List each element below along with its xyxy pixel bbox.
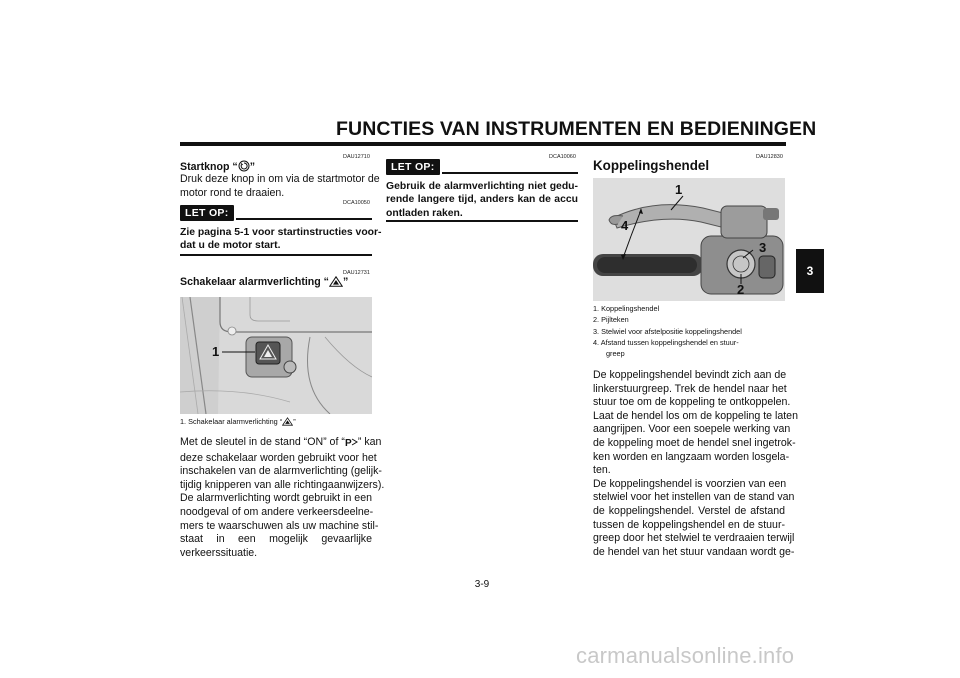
text-line: mers te waarschuwen als uw machine stil-	[180, 519, 379, 532]
doc-code: DAU12830	[756, 154, 783, 160]
text-line: rende langere tijd, anders kan de accu	[386, 194, 578, 206]
text-line: Laat de hendel los om de koppeling te laten	[593, 409, 798, 422]
parking-icon	[345, 437, 358, 452]
caption-line: 4. Afstand tussen koppelingshendel en stuur-	[593, 337, 739, 347]
heading-text-end: ”	[342, 276, 349, 288]
hazard-heading	[180, 276, 348, 290]
page-number: 3-9	[474, 579, 490, 590]
text-fragment: ” kan	[357, 436, 382, 448]
note-rule-top	[442, 172, 578, 174]
watermark: carmanualsonline.info	[576, 643, 795, 668]
photo-callout-4: 4	[621, 218, 629, 233]
note-badge: LET OP:	[180, 205, 234, 221]
text-line: dat u de motor start.	[180, 240, 281, 252]
note-text	[386, 180, 578, 220]
clutch-lever-photo	[593, 178, 785, 301]
heading-text: Startknop “	[180, 161, 238, 173]
text-line: staat in een mogelijk gevaarlijke	[180, 533, 372, 546]
text-line: stuur toe om de koppeling te ontkoppelen.	[593, 396, 791, 409]
text-line: stelwiel voor het instellen van de stand van	[593, 491, 795, 504]
caption-text: 1. Schakelaar alarmverlichting “	[180, 417, 283, 426]
text-line: motor rond te draaien.	[180, 186, 285, 199]
text-line	[180, 436, 382, 452]
svg-text:P: P	[344, 438, 352, 447]
chapter-tab: 3	[796, 249, 824, 293]
text-line: noodgeval of om andere verkeersdeelne-	[180, 505, 374, 518]
text-line: linkerstuurgreep. Trek de hendel naar het	[593, 382, 787, 395]
hazard-warning-icon	[282, 417, 296, 429]
text-line: ten.	[593, 464, 611, 477]
text-line: deze schakelaar worden gebruikt voor het	[180, 451, 377, 464]
doc-code: DCA10060	[549, 154, 576, 160]
text-line: Druk deze knop in om via de startmotor de	[180, 173, 380, 185]
hazard-description	[180, 436, 385, 560]
text-line: de hendel van het stuur vandaan wordt ge-	[593, 545, 795, 558]
hazard-switch-photo	[180, 297, 372, 414]
photo-callout-3: 3	[759, 240, 767, 255]
note-text	[180, 226, 382, 253]
text-line: aangrijpen. Voor een soepele werking van	[593, 423, 791, 436]
photo-callout-1: 1	[212, 344, 220, 359]
note-rule-bottom	[180, 254, 372, 256]
start-button-description	[180, 173, 380, 200]
caption-line: 3. Stelwiel voor afstelpositie koppelingshendel	[593, 326, 742, 336]
text-line: Zie pagina 5-1 voor startinstructies voor-	[180, 227, 382, 238]
text-line: inschakelen van de alarmverlichting (gelijk-	[180, 465, 382, 478]
text-line: ontladen raken.	[386, 207, 463, 219]
header-rule	[180, 142, 786, 146]
clutch-description	[593, 369, 798, 559]
heading-text-end: ”	[249, 161, 255, 173]
text-line: Gebruik de alarmverlichting niet gedu-	[386, 181, 578, 192]
text-line: tijdig knipperen van alle richtingaanwijzers).	[180, 478, 385, 491]
note-rule-bottom	[386, 220, 578, 222]
text-line: tussen de koppelingshendel en de stuur-	[593, 518, 785, 531]
note-badge: LET OP:	[386, 159, 440, 175]
text-line: ken worden en langzaam worden losgela-	[593, 450, 790, 463]
doc-code: DAU12731	[343, 270, 370, 276]
caption-line: greep	[606, 349, 625, 359]
photo-callout-1: 1	[675, 182, 683, 197]
clutch-photo-caption	[593, 303, 742, 359]
doc-code: DCA10050	[343, 200, 370, 206]
text-line: De koppelingshendel is voorzien van een	[593, 477, 787, 490]
text-line: de koppelingshendel. Verstel de afstand	[593, 504, 785, 517]
hazard-warning-icon	[329, 276, 343, 290]
clutch-heading: Koppelingshendel	[593, 158, 710, 173]
text-fragment: Met de sleutel in de stand “ON” of “	[180, 436, 345, 448]
text-line: De koppelingshendel bevindt zich aan de	[593, 369, 787, 381]
text-line: greep door het stelwiel te verdraaien terwijl	[593, 532, 795, 545]
caption-text-end: ”	[293, 417, 296, 426]
caption-line: 2. Pijlteken	[593, 315, 629, 325]
page-header-title: FUNCTIES VAN INSTRUMENTEN EN BEDIENINGEN	[336, 118, 817, 140]
note-rule-top	[236, 218, 372, 220]
text-line: de koppeling moet de hendel snel ingetrok-	[593, 436, 796, 449]
doc-code: DAU12710	[343, 154, 370, 160]
caption-line: 1. Koppelingshendel	[593, 304, 660, 313]
text-line: De alarmverlichting wordt gebruikt in een	[180, 492, 372, 505]
heading-text: Schakelaar alarmverlichting “	[180, 276, 329, 288]
hazard-photo-caption	[180, 416, 296, 429]
text-line: verkeerssituatie.	[180, 546, 258, 559]
photo-callout-2: 2	[737, 282, 745, 297]
